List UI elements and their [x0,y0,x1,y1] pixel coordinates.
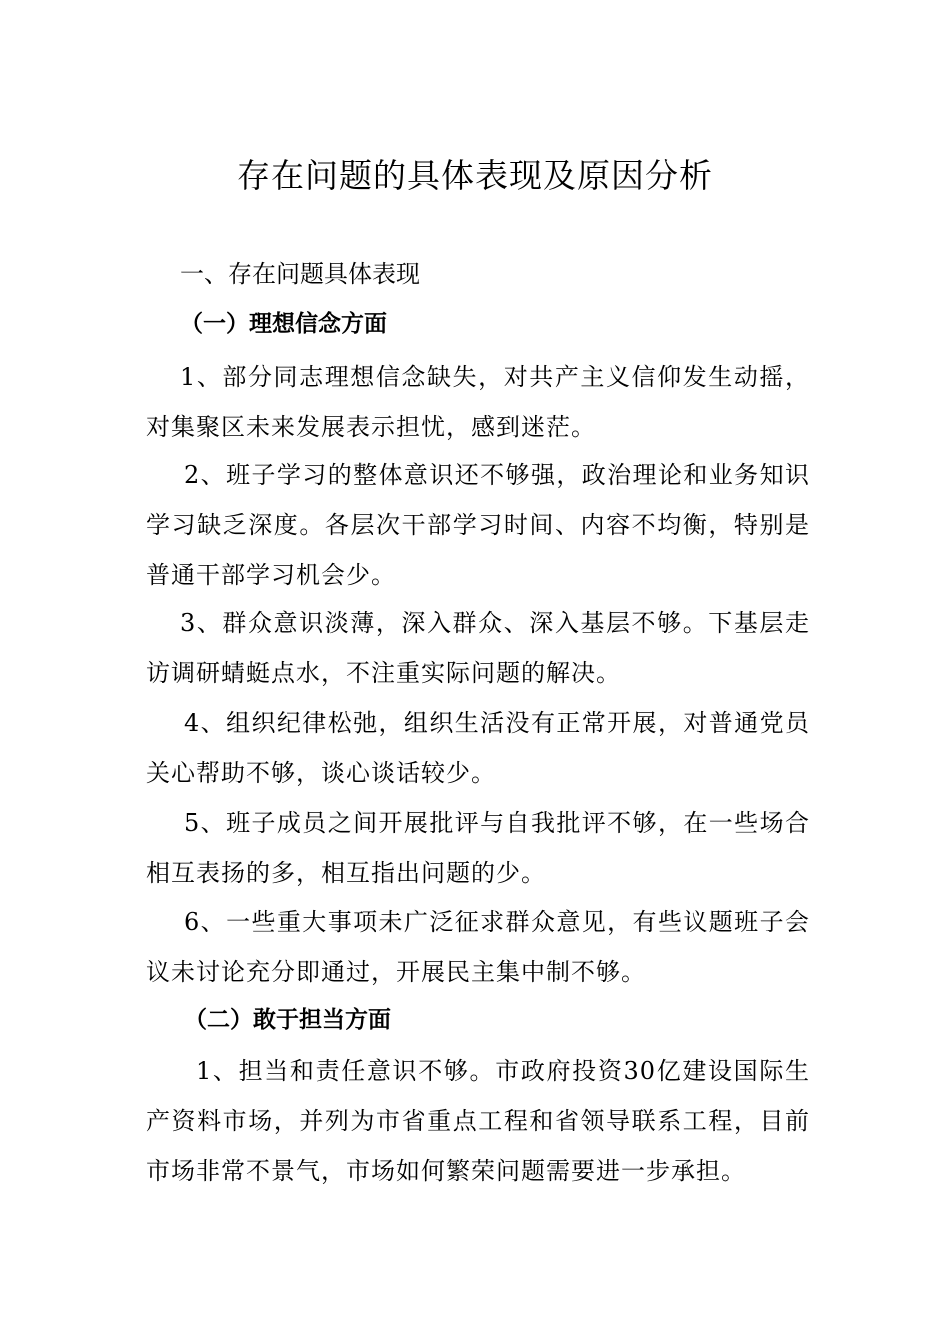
section-heading-1: 一、存在问题具体表现 [180,260,420,288]
paragraph-ideals-5: 5、班子成员之间开展批评与自我批评不够，在一些场合相互表扬的多，相互指出问题的少。 [146,809,810,887]
subsection-heading-responsibility: （二）敢于担当方面 [184,1007,391,1033]
paragraph-ideals-3: 3、群众意识淡薄，深入群众、深入基层不够。下基层走访调研蜻蜓点水，不注重实际问题的解决。 [146,609,810,687]
paragraph-ideals-4: 4、组织纪律松弛，组织生活没有正常开展，对普通党员关心帮助不够，谈心谈话较少。 [146,709,810,787]
paragraph-ideals-1: 1、部分同志理想信念缺失，对共产主义信仰发生动摇，对集聚区未来发展表示担忧，感到迷茫。 [146,363,810,441]
paragraph-responsibility-1: 1、担当和责任意识不够。市政府投资30亿建设国际生产资料市场，并列为市省重点工程和省领导联系工程，目前市场非常不景气，市场如何繁荣问题需要进一步承担。 [146,1057,810,1185]
paragraph-ideals-6: 6、一些重大事项未广泛征求群众意见，有些议题班子会议未讨论充分即通过，开展民主集中制不够。 [146,908,810,986]
subsection-heading-ideals: （一）理想信念方面 [180,311,387,337]
document-title: 存在问题的具体表现及原因分析 [237,156,713,195]
paragraph-ideals-2: 2、班子学习的整体意识还不够强，政治理论和业务知识学习缺乏深度。各层次干部学习时间、内容不均衡，特别是普通干部学习机会少。 [146,461,810,589]
